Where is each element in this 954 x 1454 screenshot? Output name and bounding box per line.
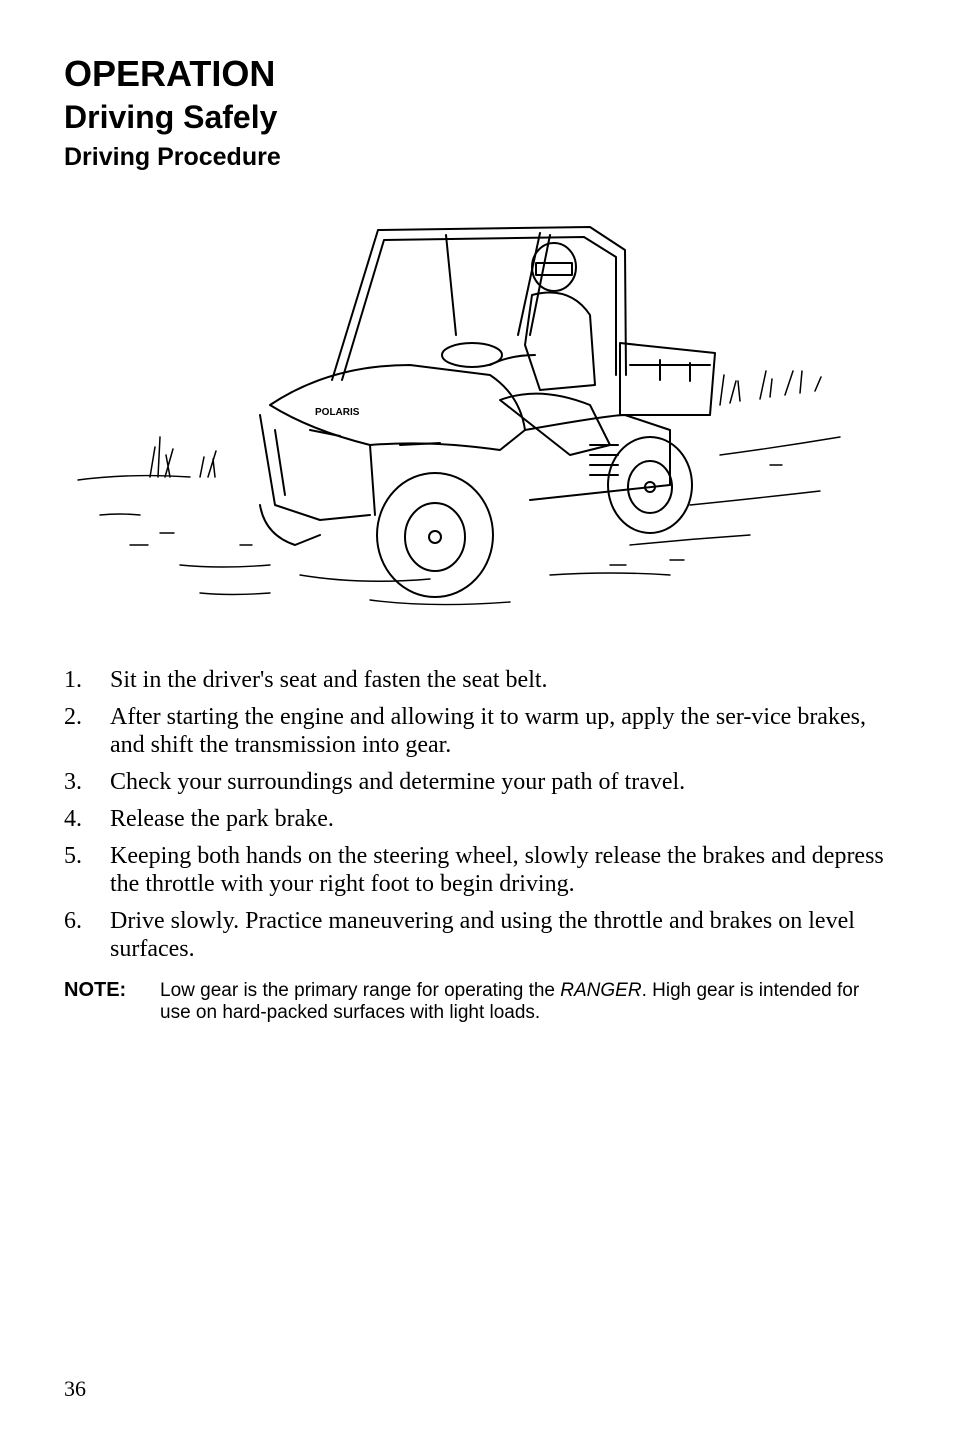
front-wheel (377, 473, 493, 597)
list-item: 4. Release the park brake. (64, 806, 334, 832)
list-item: 3. Check your surroundings and determine your path of travel. (64, 769, 686, 795)
driver-figure (490, 243, 610, 455)
section-title: OPERATION (64, 53, 276, 94)
note-block (64, 980, 884, 1024)
utility-vehicle-illustration (70, 215, 850, 615)
list-item: 5. Keeping both hands on the steering wheel, slowly release the brakes and depress the throttle with your right foot to begin driving. (64, 843, 884, 897)
list-item: 1. Sit in the driver's seat and fasten the seat belt. (64, 667, 548, 693)
rear-wheel (608, 437, 692, 533)
note-emphasis: RANGER (560, 980, 642, 1001)
cargo-bed (620, 343, 715, 415)
procedure-steps (64, 666, 884, 972)
vehicle-logo: POLARIS (315, 407, 360, 418)
grass-tufts (150, 371, 821, 477)
subsection-title: Driving Safely (64, 99, 278, 135)
note-text: Low gear is the primary range for operating the RANGER. High gear is intended for use on hard-packed surfaces with light loads. (160, 980, 860, 1023)
list-item: 6. Drive slowly. Practice maneuvering and using the throttle and brakes on level surfaces. (64, 908, 855, 962)
roll-cage (332, 227, 626, 380)
page-number: 36 (64, 1376, 86, 1401)
steering-wheel (442, 343, 502, 367)
note-label: NOTE: (64, 979, 127, 1001)
list-item: 2. After starting the engine and allowing it to warm up, apply the ser-vice brakes, and shift the transmission into gear. (64, 704, 866, 758)
ground-lines (78, 437, 840, 605)
topic-title: Driving Procedure (64, 143, 281, 171)
